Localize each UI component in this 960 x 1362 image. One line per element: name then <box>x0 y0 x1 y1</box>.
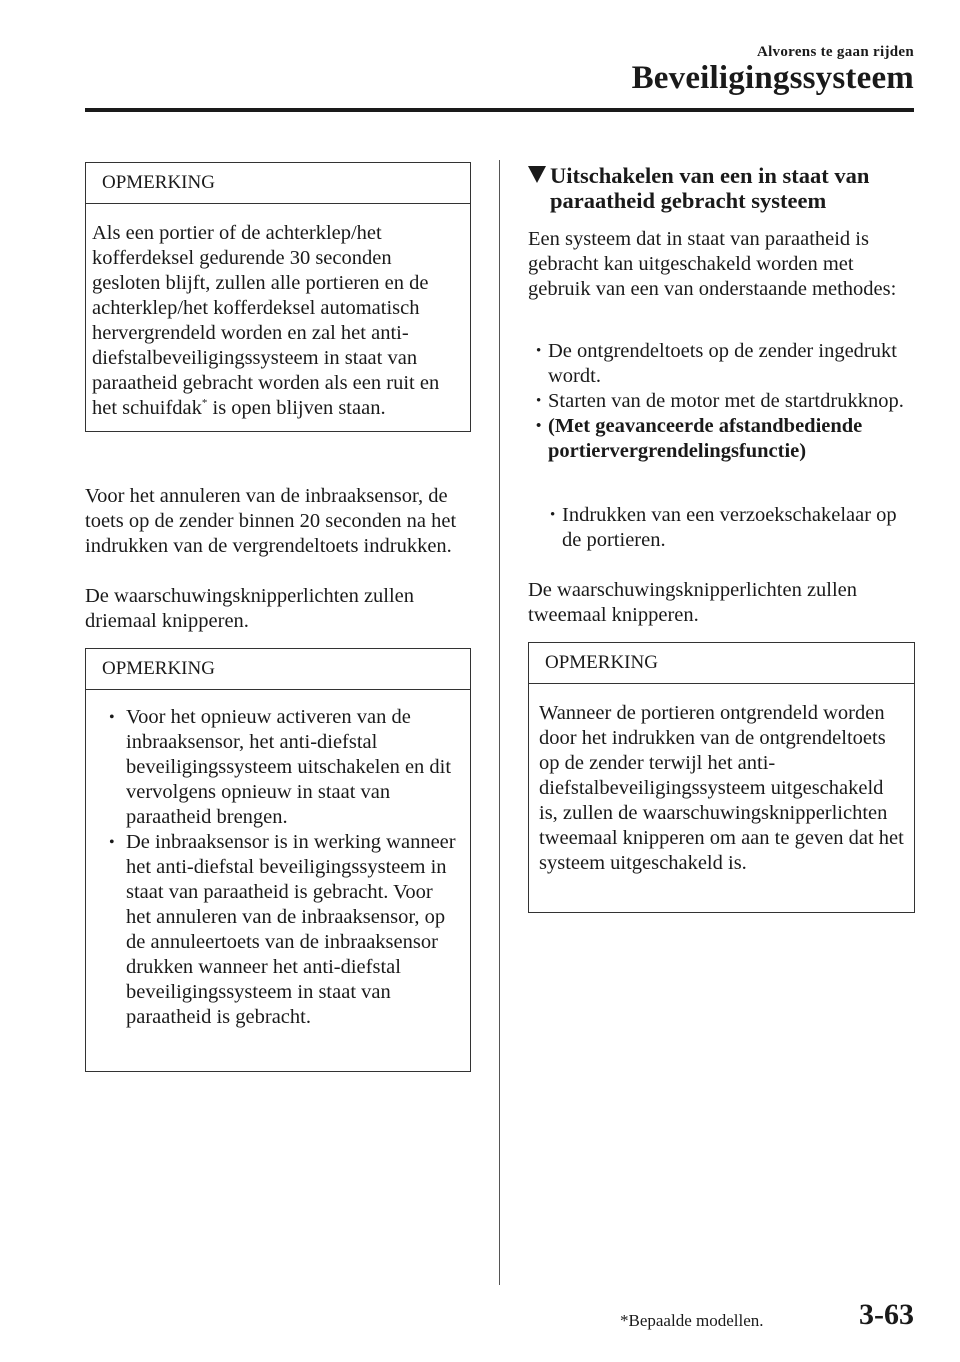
list-item: • De inbraaksensor is in werking wanneer het anti-diefstal beveiligingssysteem in staat van paraatheid is gebracht. Voor het annuleren van de inbraaksensor, op de annuleertoets van de inbraaksensor drukken wanneer het anti-diefstal beveiligingssysteem in staat van paraatheid is gebracht. <box>92 830 462 1030</box>
triangle-down-icon <box>528 166 546 183</box>
list-item: • De ontgrendeltoets op de zender ingedrukt wordt. <box>528 339 914 389</box>
header-rule <box>85 108 914 112</box>
note-heading: OPMERKING <box>86 649 470 690</box>
note-text: Als een portier of de achterklep/het kofferdeksel gedurende 30 seconden gesloten blijft, zullen alle portieren en de achterklep/het kofferdeksel automatisch hervergrendeld worden en zal het anti-diefstalbeveiligingssysteem in staat van paraatheid gebracht worden als een ruit en het schuifdak* is open blijven staan. <box>92 222 440 419</box>
asterisk-mark: * <box>201 397 208 410</box>
note-box-disarm-unlock <box>528 642 915 913</box>
footnote: *Bepaalde modellen. <box>620 1311 764 1330</box>
sub-method-list <box>542 503 914 553</box>
header-subtitle: Alvorens te gaan rijden <box>756 44 914 60</box>
column-divider <box>499 160 500 1285</box>
body-paragraph-intro: Een systeem dat in staat van paraatheid is gebracht kan uitgeschakeld worden met gebruik van een van onderstaande methodes: <box>528 228 897 300</box>
note-body <box>529 684 914 876</box>
body-paragraph-hazard-twice: De waarschuwingsknipperlichten zullen tweemaal knipperen. <box>528 579 858 626</box>
body-paragraph-cancel-sensor: Voor het annuleren van de inbraaksensor, de toets op de zender binnen 20 seconden na het indrukken van de vergrendeltoets indrukken. <box>85 485 457 557</box>
body-paragraph-hazard-three: De waarschuwingsknipperlichten zullen driemaal knipperen. <box>85 585 415 632</box>
note-body <box>86 204 470 421</box>
note-box-auto-relock <box>85 162 471 432</box>
list-item: • (Met geavanceerde afstandbediende portiervergrendelingsfunctie) <box>528 414 914 464</box>
page-title: Beveiligingssysteem <box>631 60 914 96</box>
method-list <box>528 339 914 464</box>
note-heading: OPMERKING <box>529 643 914 684</box>
list-item: • Indrukken van een verzoekschakelaar op de portieren. <box>542 503 914 553</box>
note-box-intrusion-sensor <box>85 648 471 1072</box>
note-body <box>86 690 470 1030</box>
list-item: • Starten van de motor met de startdrukknop. <box>528 389 914 414</box>
section-heading: Uitschakelen van een in staat van paraatheid gebracht systeem <box>528 163 928 213</box>
page-number: 3-63 <box>859 1298 914 1331</box>
note-text: Wanneer de portieren ontgrendeld worden door het indrukken van de ontgrendeltoets op de zender terwijl het anti-diefstalbeveiligingssysteem uitgeschakeld is, zullen de waarschuwingsknipperlichten tweemaal knipperen om aan te geven dat het systeem uitgeschakeld is. <box>539 702 904 874</box>
list-item: • Voor het opnieuw activeren van de inbraaksensor, het anti-diefstal beveiligingssysteem uitschakelen en dit vervolgens opnieuw in staat van paraatheid brengen. <box>92 705 462 830</box>
note-heading: OPMERKING <box>86 163 470 204</box>
